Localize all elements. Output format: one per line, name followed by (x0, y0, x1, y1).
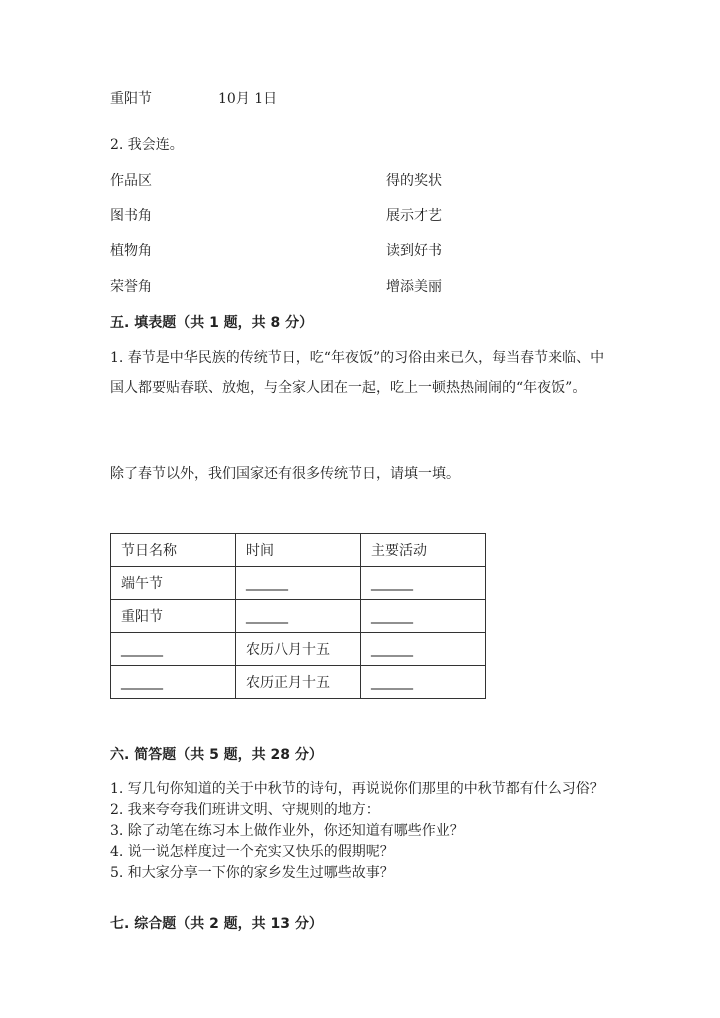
match-left-item: 图书角 (110, 208, 152, 224)
blank-cell[interactable]: ______ (361, 666, 486, 699)
match-left-item: 荣誉角 (110, 279, 152, 295)
match-right-item: 展示才艺 (386, 208, 442, 224)
table-row (111, 633, 486, 666)
section-7-heading: 七. 综合题（共 2 题，共 13 分） (110, 916, 323, 932)
list-item: 2. 我来夸夸我们班讲文明、守规则的地方： (110, 802, 380, 818)
section-6-heading: 六. 简答题（共 5 题，共 28 分） (110, 747, 323, 763)
section-5-heading: 五. 填表题（共 1 题，共 8 分） (110, 315, 314, 331)
blank-cell[interactable]: ______ (236, 567, 361, 600)
table-instruction: 除了春节以外，我们国家还有很多传统节日，请填一填。 (110, 466, 460, 482)
spring-festival-paragraph: 1. 春节是中华民族的传统节日，吃“年夜饭”的习俗由来已久，每当春节来临、中国人都要贴春联、放炮，与全家人团在一起，吃上一顿热热闹闹的“年夜饭”。 (110, 350, 605, 396)
blank-cell[interactable]: ______ (361, 633, 486, 666)
match-left-item: 作品区 (110, 173, 152, 189)
table-header-cell: 时间 (236, 534, 361, 567)
table-cell: 端午节 (111, 567, 236, 600)
festival-name: 重阳节 (110, 91, 152, 107)
table-cell: 农历八月十五 (236, 633, 361, 666)
blank-cell[interactable]: ______ (361, 600, 486, 633)
list-item: 3. 除了动笔在练习本上做作业外，你还知道有哪些作业？ (110, 823, 464, 839)
short-answer-list (110, 779, 610, 884)
table-header-cell: 节日名称 (111, 534, 236, 567)
table-row (111, 567, 486, 600)
blank-cell[interactable]: ______ (361, 567, 486, 600)
match-right-item: 读到好书 (386, 243, 442, 259)
table-cell: 重阳节 (111, 600, 236, 633)
table-cell: 农历正月十五 (236, 666, 361, 699)
table-row (111, 600, 486, 633)
question-2-title: 2. 我会连。 (110, 137, 184, 153)
festival-date: 10月 1日 (218, 91, 278, 107)
table-header-row (111, 534, 486, 567)
table-header-cell: 主要活动 (361, 534, 486, 567)
festival-table (110, 533, 486, 699)
list-item: 4. 说一说怎样度过一个充实又快乐的假期呢？ (110, 844, 394, 860)
table-row (111, 666, 486, 699)
list-item: 1. 写几句你知道的关于中秋节的诗句，再说说你们那里的中秋节都有什么习俗？ (110, 781, 604, 797)
list-item: 5. 和大家分享一下你的家乡发生过哪些故事？ (110, 865, 394, 881)
match-right-item: 得的奖状 (386, 173, 442, 189)
blank-cell[interactable]: ______ (111, 666, 236, 699)
blank-cell[interactable]: ______ (236, 600, 361, 633)
blank-cell[interactable]: ______ (111, 633, 236, 666)
match-left-item: 植物角 (110, 243, 152, 259)
match-right-item: 增添美丽 (386, 279, 442, 295)
